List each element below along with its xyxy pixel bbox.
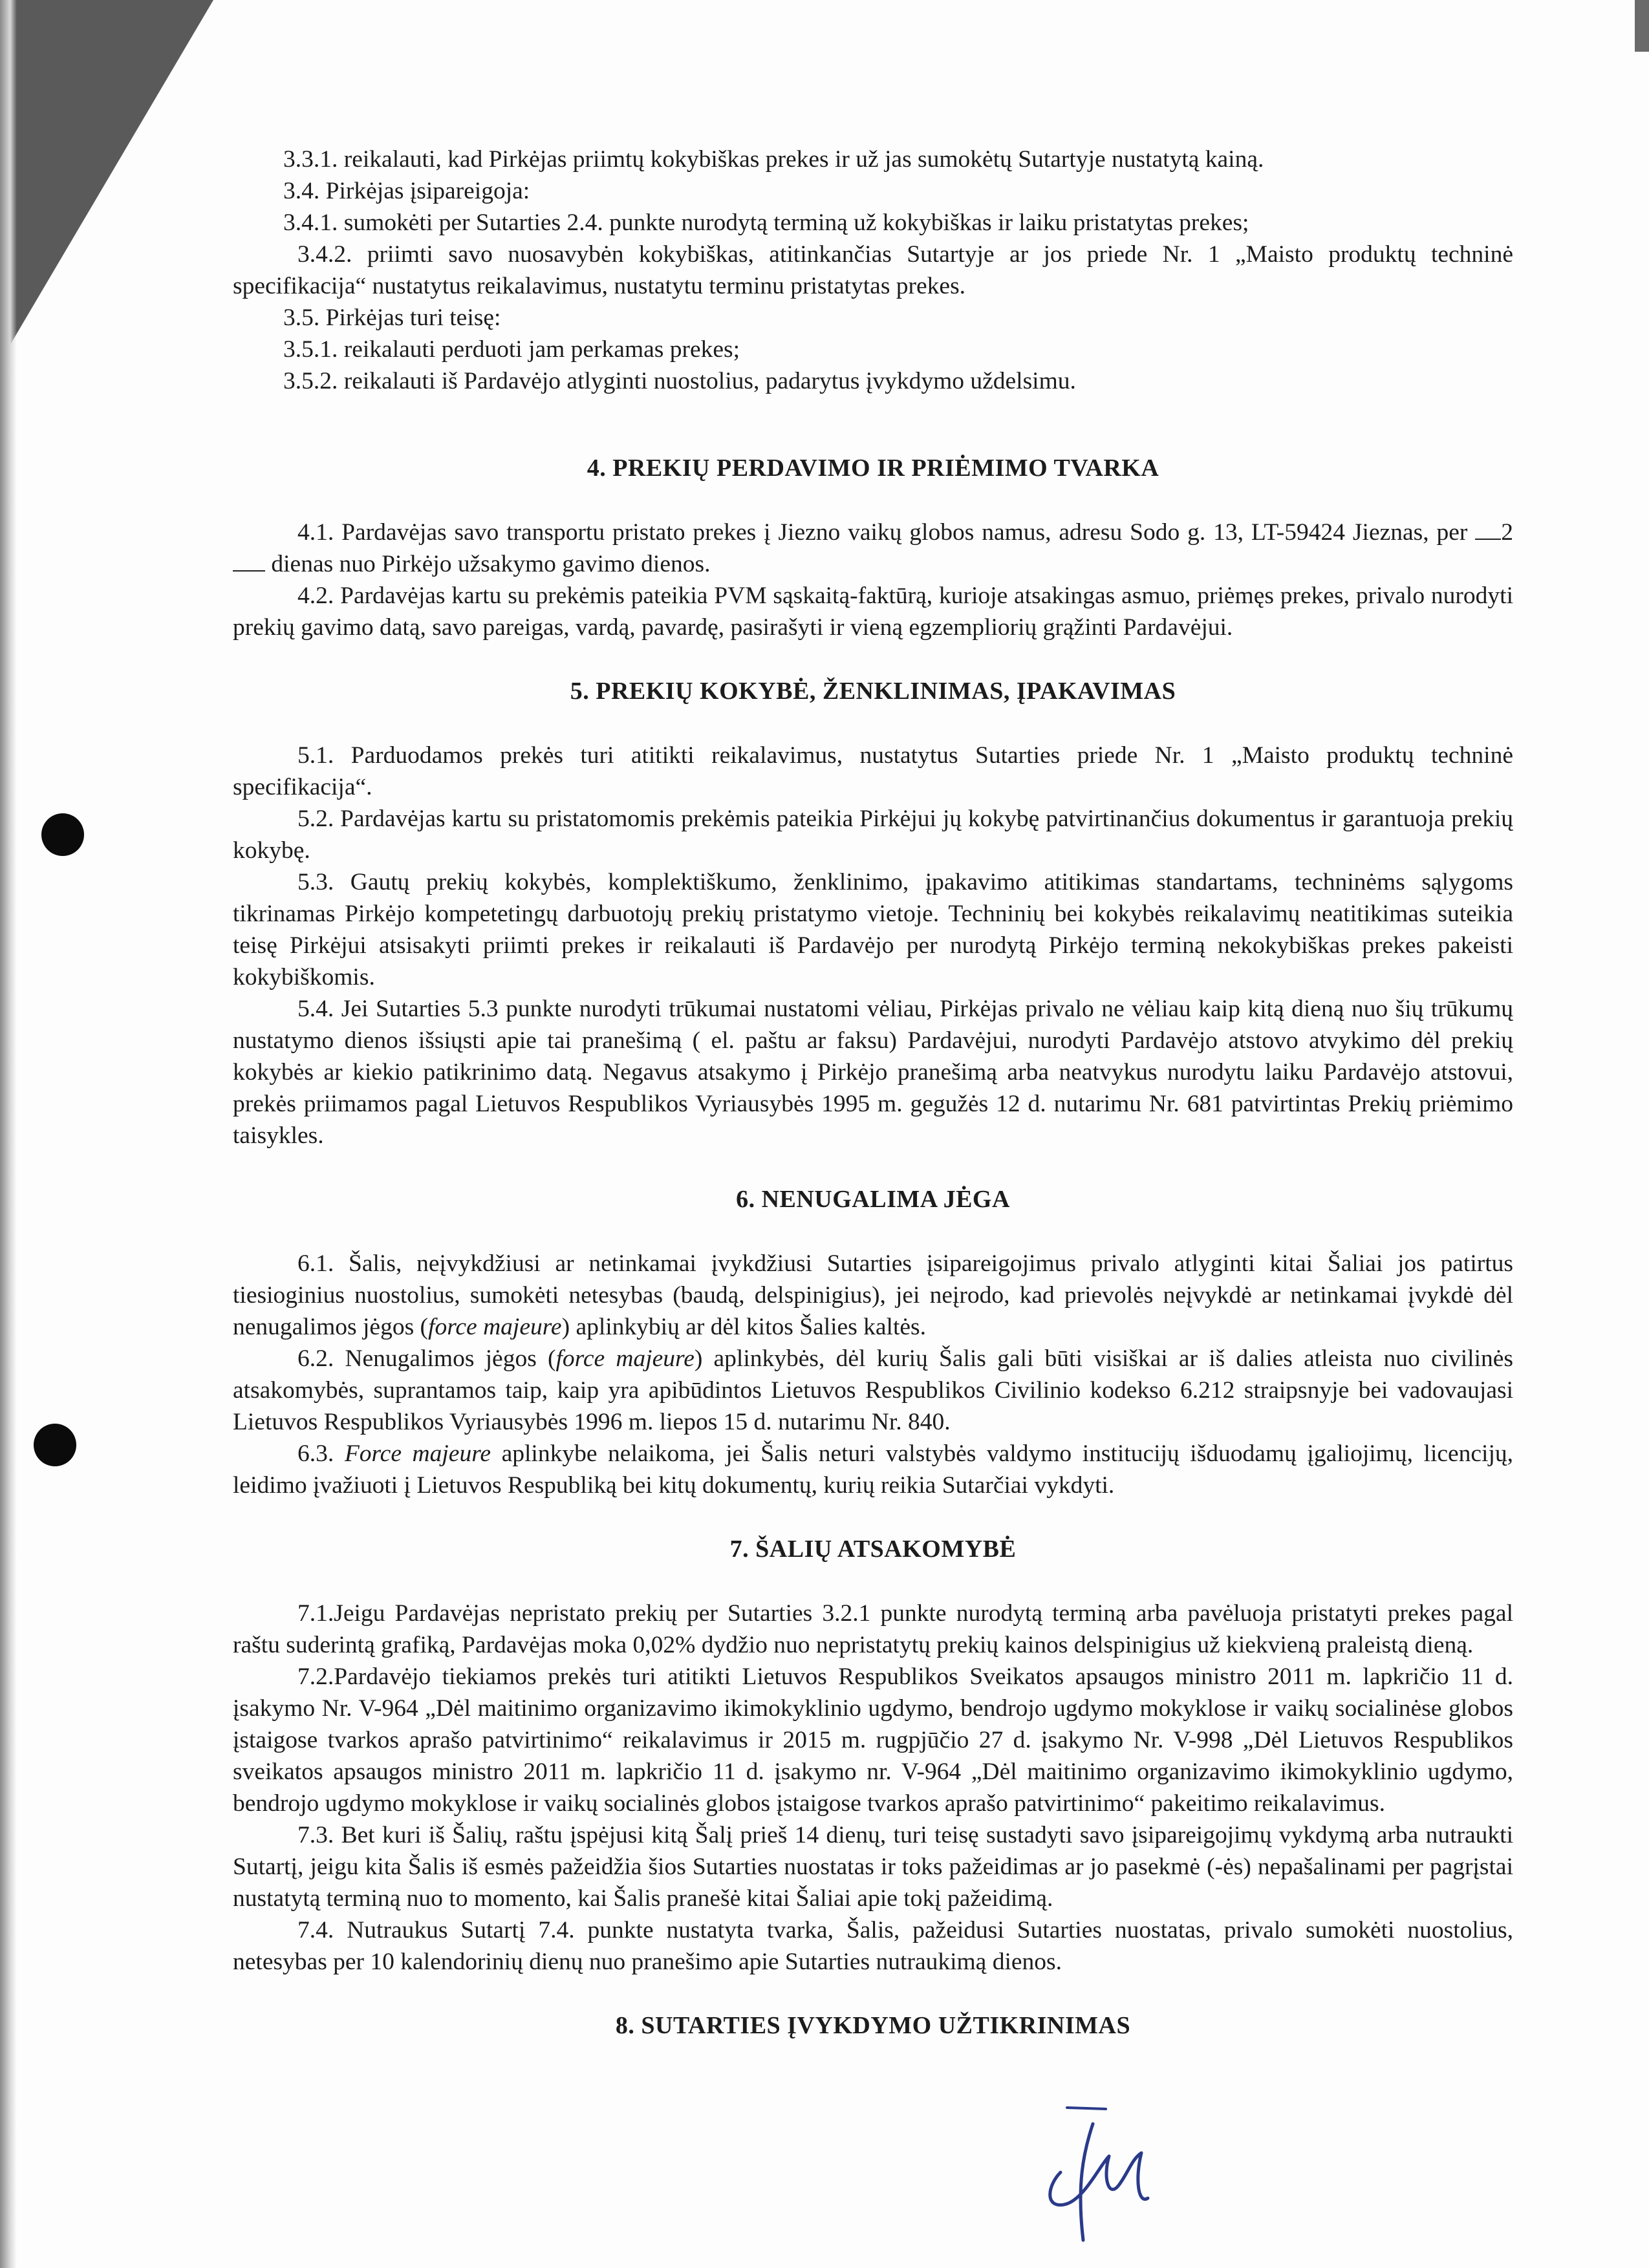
document-page xyxy=(233,144,1513,2042)
signature-mark xyxy=(970,2095,1216,2250)
clause-7-2: 7.2.Pardavėjo tiekiamos prekės turi atitikti Lietuvos Respublikos Sveikatos apsaugos ministro 2011 m. lapkričio 11 d. įsakymo Nr. V-964 „Dėl maitinimo organizavimo ikimokyklinio ugdymo, bendrojo ugdymo mokyklose ir vaikų socialinėse globos įstaigose tvarkos aprašo patvirtinimo“ reikalavimus ir 2015 m. rugpjūčio 27 d. įsakymo Nr. V-998 „Dėl Lietuvos Respublikos sveikatos apsaugos ministro 2011 m. lapkričio 11 d. įsakymo nr. V-964 „Dėl maitinimo organizavimo ikimokyklinio ugdymo, bendrojo ugdymo mokyklose ir vaikų socialinės globos įstaigose tvarkos aprašo patvirtinimo“ pakeitimo reikalavimus. xyxy=(233,1664,1513,1817)
clause-7-4: 7.4. Nutraukus Sutartį 7.4. punkte nustatyta tvarka, Šalis, pažeidusi Sutarties nuostatas, privalo sumokėti nuostolius, netesybas per 10 kalendorinių dienų nuo pranešimo apie Sutarties nutraukimą dienos. xyxy=(233,1917,1513,1975)
clause-3-5-2: 3.5.2. reikalauti iš Pardavėjo atlyginti nuostolius, padarytus įvykdymo uždelsimu. xyxy=(283,368,1076,394)
section-5-heading: 5. PREKIŲ KOKYBĖ, ŽENKLINIMAS, ĮPAKAVIMAS xyxy=(570,678,1176,705)
clause-5-2: 5.2. Pardavėjas kartu su pristatomomis prekėmis pateikia Pirkėjui jų kokybę patvirtinančius dokumentus ir garantuoja prekių kokybę. xyxy=(233,806,1513,864)
clause-6-1: 6.1. Šalis, neįvykdžiusi ar netinkamai įvykdžiusi Sutarties įsipareigojimus privalo atlyginti kitai Šaliai jos patirtus tiesioginius nuostolius, sumokėti netesybas (baudą, delspinigius), jei neįrodo, kad prievolės neįvykdė ar netinkamai įvykdė dėl nenugalimos jėgos (force majeure) aplinkybių ar dėl kitos Šalies kaltės. xyxy=(233,1250,1513,1340)
scan-edge xyxy=(0,0,17,2268)
clause-3-4: 3.4. Pirkėjas įsipareigoja: xyxy=(283,178,530,204)
punch-hole xyxy=(41,813,84,856)
clause-3-5-1: 3.5.1. reikalauti perduoti jam perkamas prekes; xyxy=(283,336,740,363)
scan-shadow xyxy=(0,0,213,362)
clause-5-1: 5.1. Parduodamos prekės turi atitikti reikalavimus, nustatytus Sutarties priede Nr. 1 „Maisto produktų techninė specifikacija“. xyxy=(233,742,1513,800)
punch-hole xyxy=(34,1424,76,1466)
clause-5-3: 5.3. Gautų prekių kokybės, komplektiškumo, ženklinimo, įpakavimo atitikimas standartams, techninėms sąlygoms tikrinamas Pirkėjo kompetetingų darbuotojų prekių pristatymo vietoje. Techninių bei kokybės reikalavimų neatitikimas suteikia teisę Pirkėjui atsisakyti priimti prekes ir reikalauti iš Pardavėjo per nurodytą Pirkėjo terminą nekokybiškas prekes pakeisti kokybiškomis. xyxy=(233,869,1513,990)
section-4-heading: 4. PREKIŲ PERDAVIMO IR PRIĖMIMO TVARKA xyxy=(587,455,1159,482)
section-7-heading: 7. ŠALIŲ ATSAKOMYBĖ xyxy=(729,1535,1017,1563)
delivery-days: 2 xyxy=(1501,519,1513,546)
clause-3-4-1: 3.4.1. sumokėti per Sutarties 2.4. punkte nurodytą terminą už kokybiškas ir laiku pristatytas prekes; xyxy=(283,209,1249,236)
clause-6-2: 6.2. Nenugalimos jėgos (force majeure) aplinkybės, dėl kurių Šalis gali būti visiškai ar iš dalies atleista nuo civilinės atsakomybės, suprantamos taip, kaip yra apibūdintos Lietuvos Respublikos Civilinio kodekso 6.212 straipsnyje bei vadovaujasi Lietuvos Respublikos Vyriausybės 1996 m. liepos 15 d. nutarimu Nr. 840. xyxy=(233,1345,1513,1435)
scan-right-edge xyxy=(1635,0,1649,52)
clause-7-3: 7.3. Bet kuri iš Šalių, raštu įspėjusi kitą Šalį prieš 14 dienų, turi teisę sustadyti savo įsipareigojimų vykdymą arba nutraukti Sutartį, jeigu kita Šalis iš esmės pažeidžia šios Sutarties nuostatas ir toks pažeidimas ar jo pasekmė (-ės) nepašalinami per pagrįstai nustatytą terminą nuo to momento, kai Šalis pranešė kitai Šaliai apie tokį pažeidimą. xyxy=(233,1822,1513,1912)
clause-3-3-1: 3.3.1. reikalauti, kad Pirkėjas priimtų kokybiškas prekes ir už jas sumokėtų Sutartyje nustatytą kainą. xyxy=(283,146,1264,173)
clause-5-4: 5.4. Jei Sutarties 5.3 punkte nurodyti trūkumai nustatomi vėliau, Pirkėjas privalo ne vėliau kaip kitą dieną nuo šių trūkumų nustatymo dienos išsiųsti apie tai pranešimą ( el. paštu ar faksu) Pardavėjui, nurodyti Pardavėjo atstovo atvykimo dėl prekių kokybės ar kiekio patikrinimo datą. Negavus atsakymo į Pirkėjo pranešimą arba neatvykus nurodytu laiku Pardavėjo atstovui, prekės priimamos pagal Lietuvos Respublikos Vyriausybės 1995 m. gegužės 12 d. nutarimu Nr. 681 patvirtintas Prekių priėmimo taisykles. xyxy=(233,996,1513,1149)
section-8-heading: 8. SUTARTIES ĮVYKDYMO UŽTIKRINIMAS xyxy=(615,2012,1131,2039)
clause-4-2: 4.2. Pardavėjas kartu su prekėmis pateikia PVM sąskaitą-faktūrą, kurioje atsakingas asmuo, priėmęs prekes, privalo nurodyti prekių gavimo datą, savo pareigas, vardą, pavardę, pasirašyti ir vieną egzempliorių grąžinti Pardavėjui. xyxy=(233,583,1513,641)
clause-4-1: 4.1. Pardavėjas savo transportu pristato prekes į Jiezno vaikų globos namus, adresu Sodo g. 13, LT-59424 Jieznas, per 2 dienas nuo Pirkėjo užsakymo gavimo dienos. xyxy=(233,517,1513,580)
clause-3-5: 3.5. Pirkėjas turi teisę: xyxy=(283,305,501,331)
clause-7-1: 7.1.Jeigu Pardavėjas nepristato prekių per Sutarties 3.2.1 punkte nurodytą terminą arba pavėluoja pristatyti prekes pagal raštu suderintą grafiką, Pardavėjas moka 0,02% dydžio nuo nepristatytų prekių kainos delspinigius už kiekvieną praleistą dieną. xyxy=(233,1600,1513,1658)
clause-3-4-2: 3.4.2. priimti savo nuosavybėn kokybiškas, atitinkančias Sutartyje ar jos priede Nr. 1 „Maisto produktų techninė specifikacija“ nustatytus reikalavimus, nustatytu terminu pristatytas prekes. xyxy=(233,241,1513,299)
clause-6-3: 6.3. Force majeure aplinkybe nelaikoma, jei Šalis neturi valstybės valdymo institucijų išduodamų įgaliojimų, licencijų, leidimo įvažiuoti į Lietuvos Respubliką bei kitų dokumentų, kurių reikia Sutarčiai vykdyti. xyxy=(233,1440,1514,1499)
section-6-heading: 6. NENUGALIMA JĖGA xyxy=(736,1186,1010,1213)
